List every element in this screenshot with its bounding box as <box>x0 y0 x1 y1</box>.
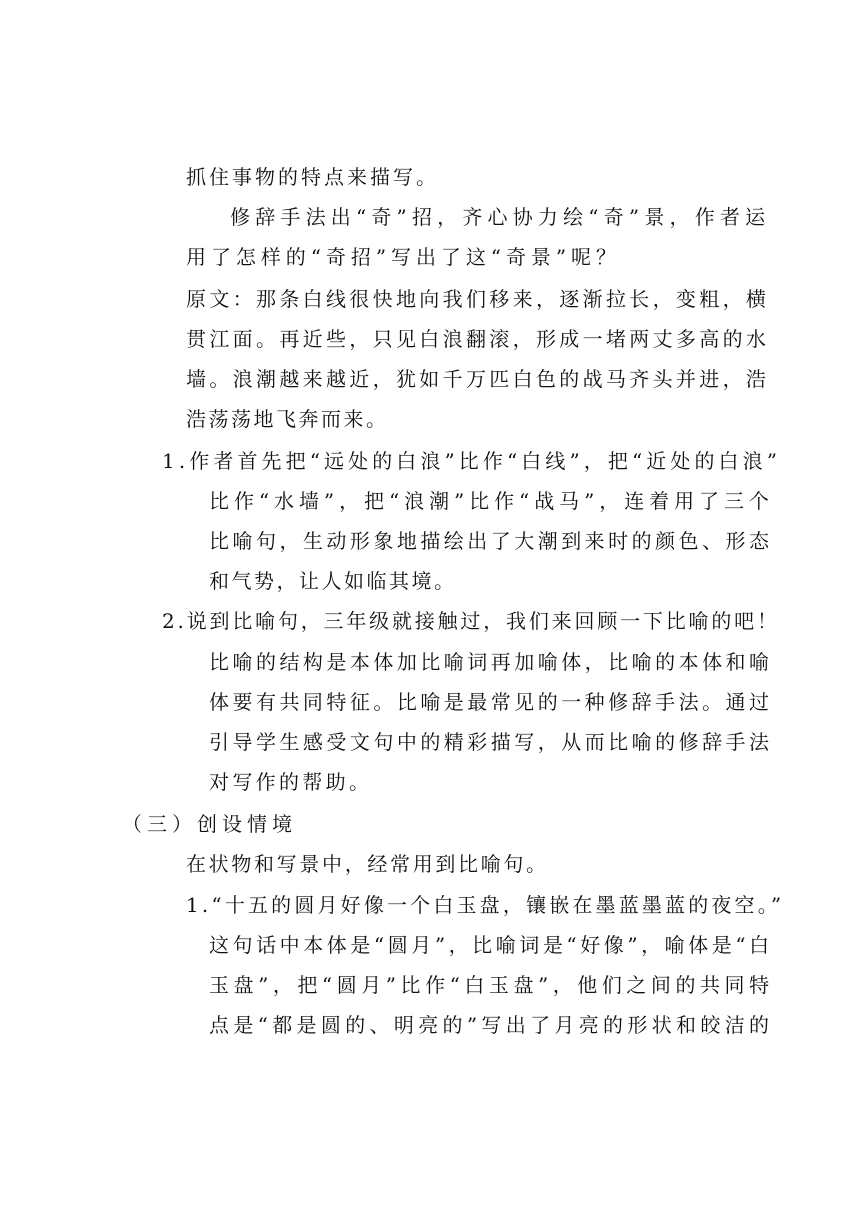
list-item-line: 和气势，让人如临其境。 <box>209 569 457 593</box>
paragraph-line: 抓住事物的特点来描写。 <box>186 165 439 189</box>
paragraph-line: 在状物和写景中，经常用到比喻句。 <box>186 852 549 876</box>
paragraph-line: 墙。浪潮越来越近，犹如千万匹白色的战马齐头并进，浩 <box>186 367 770 391</box>
paragraph-line: 贯江面。再近些，只见白浪翻滚，形成一堵两丈多高的水 <box>186 327 770 351</box>
list-item-line: 引导学生感受文句中的精彩描写，从而比喻的修辞手法 <box>209 730 773 754</box>
list-item-line: 这句话中本体是“圆月”，比喻词是“好像”，喻体是“白 <box>209 933 773 957</box>
list-item-line: 比喻的结构是本体加比喻词再加喻体，比喻的本体和喻 <box>209 650 773 674</box>
list-item-line: 点是“都是圆的、明亮的”写出了月亮的形状和皎洁的 <box>209 1013 774 1037</box>
paragraph-line: 用了怎样的“奇招”写出了这“奇景”呢？ <box>186 245 621 269</box>
paragraph-line: 浩荡荡地飞奔而来。 <box>186 407 389 431</box>
paragraph-line: 修辞手法出“奇”招，齐心协力绘“奇”景，作者运 <box>230 205 771 229</box>
section-heading: （三）创设情境 <box>122 812 297 836</box>
list-item-line: 1.作者首先把“远处的白浪”比作“白线”，把“近处的白浪” <box>162 449 782 473</box>
list-item-line: 玉盘”，把“圆月”比作“白玉盘”，他们之间的共同特 <box>209 973 774 997</box>
list-item-line: 比喻句，生动形象地描绘出了大潮到来时的颜色、形态 <box>209 529 773 553</box>
list-item-line: 对写作的帮助。 <box>209 770 373 794</box>
paragraph-line: 原文：那条白线很快地向我们移来，逐渐拉长，变粗，横 <box>186 287 770 311</box>
list-item-line: 比作“水墙”，把“浪潮”比作“战马”，连着用了三个 <box>209 489 774 513</box>
list-item-line: 体要有共同特征。比喻是最常见的一种修辞手法。通过 <box>209 690 773 714</box>
list-item-line: 2.说到比喻句，三年级就接触过，我们来回顾一下比喻的吧！ <box>162 609 780 633</box>
list-item-line: 1.“十五的圆月好像一个白玉盘，镶嵌在墨蓝墨蓝的夜空。” <box>186 893 785 917</box>
